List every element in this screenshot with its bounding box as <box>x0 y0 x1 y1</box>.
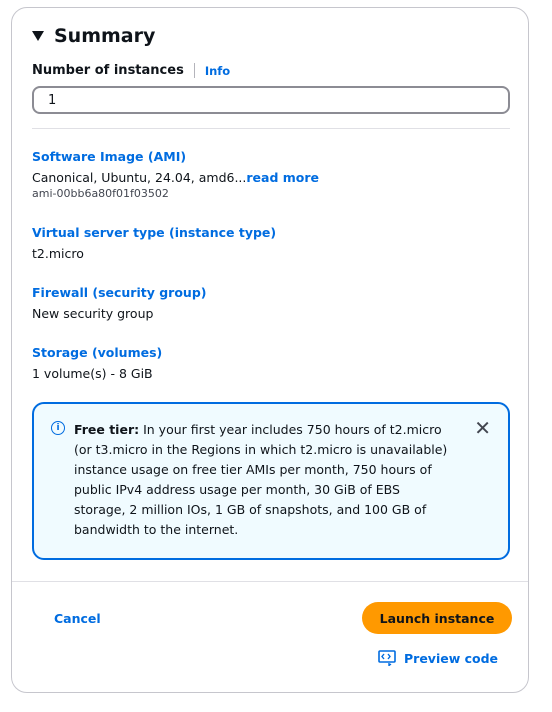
free-tier-title: Free tier: <box>74 422 140 437</box>
storage-value: 1 volume(s) - 8 GiB <box>32 366 153 381</box>
footer-divider <box>12 581 528 582</box>
close-icon[interactable]: ✕ <box>474 416 491 440</box>
instances-label-row <box>32 63 230 78</box>
section-divider <box>32 128 510 129</box>
storage-heading[interactable]: Storage (volumes) <box>32 345 163 360</box>
instances-input[interactable] <box>32 86 510 114</box>
info-link[interactable]: Info <box>204 63 231 78</box>
cancel-button[interactable]: Cancel <box>54 611 101 626</box>
summary-panel <box>11 7 529 693</box>
summary-title: Summary <box>54 25 156 47</box>
free-tier-alert <box>32 402 510 560</box>
firewall-section <box>32 285 207 322</box>
ami-value: Canonical, Ubuntu, 24.04, amd6... <box>32 170 247 185</box>
ami-id: ami-00bb6a80f01f03502 <box>32 187 169 200</box>
code-preview-icon <box>378 650 396 666</box>
launch-instance-button[interactable]: Launch instance <box>362 602 512 634</box>
firewall-heading[interactable]: Firewall (security group) <box>32 285 207 300</box>
ami-heading[interactable]: Software Image (AMI) <box>32 149 187 164</box>
firewall-value: New security group <box>32 306 154 321</box>
instance-type-heading[interactable]: Virtual server type (instance type) <box>32 225 277 240</box>
instance-type-value: t2.micro <box>32 246 84 261</box>
preview-code-label: Preview code <box>404 650 499 666</box>
caret-down-icon[interactable] <box>32 31 44 41</box>
instances-label: Number of instances <box>32 63 184 78</box>
free-tier-body: In your first year includes 750 hours of t2.micro (or t3.micro in the Regions in which t2.micro is unavailable) instance usage on free tier AMIs per month, 750 hours of public IPv4 address usage per month, 30 GiB of EBS storage, 2 million IOs, 1 GB of snapshots, and 100 GB of bandwidth to the internet. <box>74 422 448 537</box>
ami-section <box>32 149 319 200</box>
free-tier-text <box>74 420 454 540</box>
storage-section <box>32 345 162 382</box>
summary-header[interactable] <box>32 25 155 47</box>
preview-code-button[interactable] <box>378 650 498 666</box>
read-more-link[interactable]: read more <box>246 170 320 185</box>
label-separator <box>194 63 195 78</box>
info-icon: i <box>51 421 65 435</box>
ami-value-line <box>32 169 319 186</box>
instance-type-section <box>32 225 276 262</box>
